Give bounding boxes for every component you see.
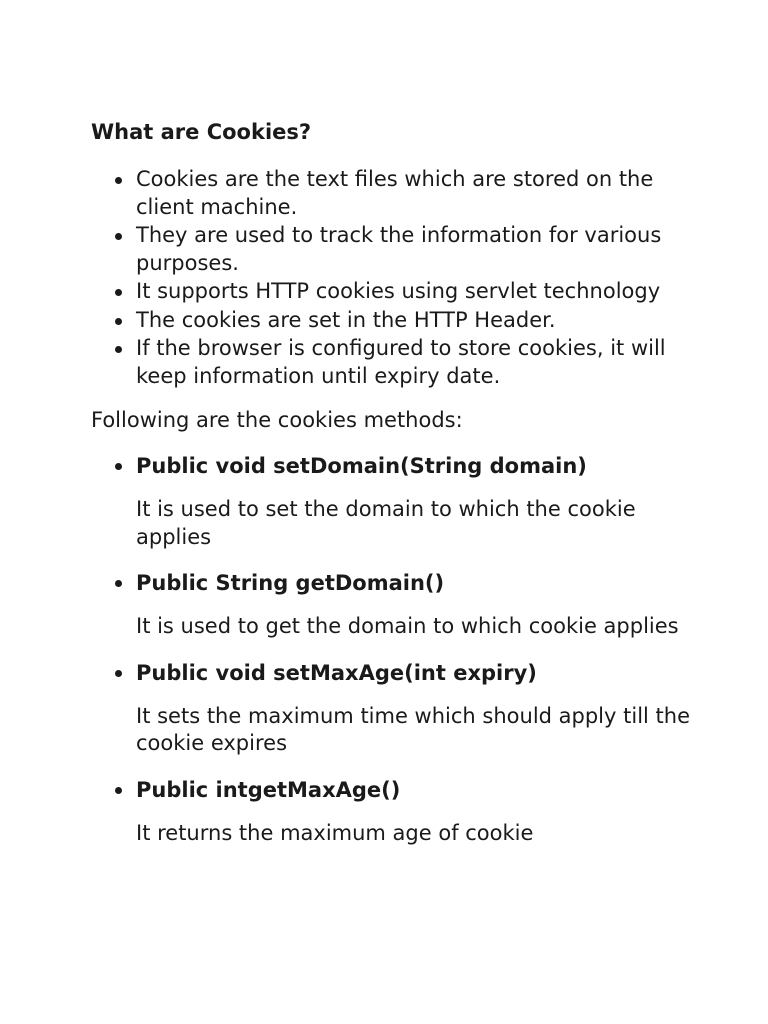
method-signature <box>91 776 691 804</box>
bullet-icon <box>115 787 122 794</box>
method-signature-text: Public void setDomain(String domain) <box>136 454 587 478</box>
method-item <box>91 776 691 848</box>
cookie-facts-list <box>91 166 691 390</box>
methods-intro: Following are the cookies methods: <box>91 408 463 432</box>
bullet-icon <box>115 346 122 353</box>
method-signature-text: Public String getDomain() <box>136 571 445 595</box>
method-signature-text: Public intgetMaxAge() <box>136 777 401 802</box>
bullet-icon <box>115 318 122 325</box>
bullet-icon <box>115 463 122 470</box>
list-item <box>91 278 691 306</box>
list-item-text: The cookies are set in the HTTP Header. <box>136 307 556 332</box>
section-heading: What are Cookies? <box>91 120 312 144</box>
bullet-icon <box>115 670 122 677</box>
method-signature <box>91 659 691 687</box>
method-description: It returns the maximum age of cookie <box>136 820 534 845</box>
list-item-text: It supports HTTP cookies using servlet technology <box>136 279 661 303</box>
list-item-text: They are used to track the information for various purposes. <box>136 223 662 275</box>
bullet-icon <box>115 233 122 240</box>
method-signature <box>91 452 691 480</box>
method-signature-text: Public void setMaxAge(int expiry) <box>136 660 537 685</box>
method-signature <box>91 569 691 597</box>
list-item <box>91 335 691 390</box>
list-item <box>91 307 691 335</box>
method-description: It sets the maximum time which should apply till the cookie expires <box>136 703 690 755</box>
method-description: It is used to set the domain to which the cookie applies <box>136 497 636 549</box>
method-item <box>91 452 691 551</box>
method-item <box>91 659 691 758</box>
list-item-text: If the browser is configured to store cookies, it will keep information until expiry date. <box>136 336 666 388</box>
bullet-icon <box>115 580 122 587</box>
method-item <box>91 569 691 641</box>
list-item <box>91 222 691 277</box>
list-item <box>91 166 691 221</box>
list-item-text: Cookies are the text files which are stored on the client machine. <box>136 167 654 219</box>
method-description: It is used to get the domain to which cookie applies <box>136 614 679 638</box>
bullet-icon <box>115 289 122 296</box>
document-content <box>91 118 691 865</box>
bullet-icon <box>115 177 122 184</box>
